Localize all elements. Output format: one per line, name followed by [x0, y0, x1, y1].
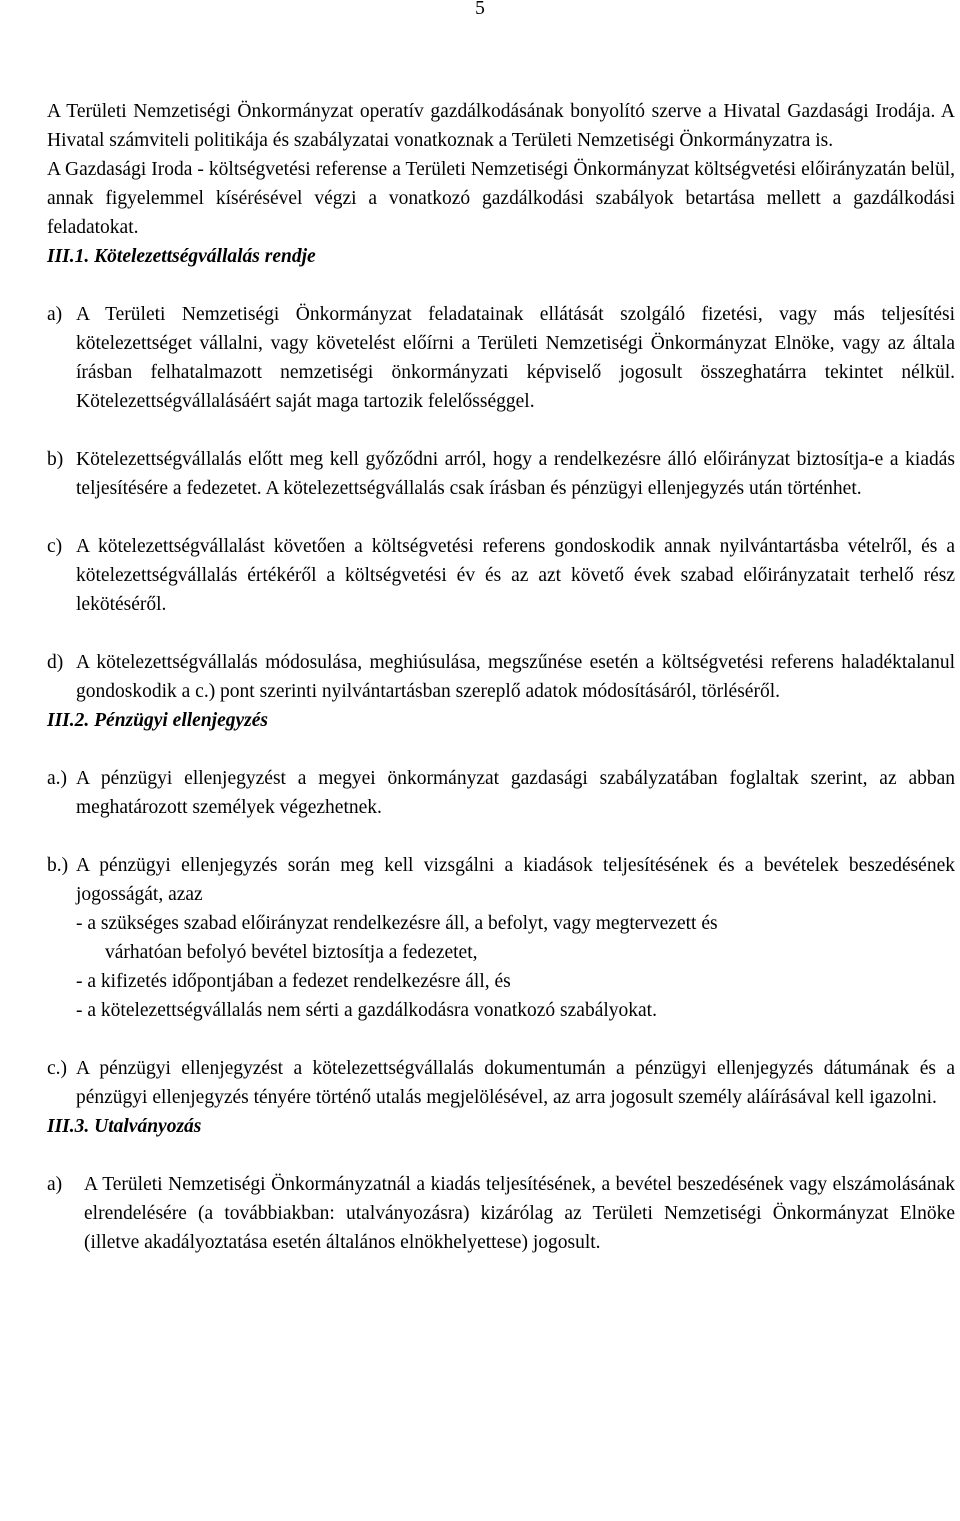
- list-label: a.): [47, 768, 68, 789]
- ellenjegyzes-item-c: [47, 1054, 955, 1112]
- list-text: A pénzügyi ellenjegyzést a kötelezettségvállalás dokumentumán a pénzügyi ellenjegyzés dátumának és a pénzügyi ellenjegyzés tényére történő utalás megjelölésével, az arra jogosult személy aláírásával kell igazolni.: [76, 1058, 955, 1108]
- list-text: Kötelezettségvállalás előtt meg kell győződni arról, hogy a rendelkezésre álló előirányzat biztosítja-e a kiadás teljesítésére a fedezetet. A kötelezettségvállalás csak írásban és pénzügyi ellenjegyzés után történhet.: [76, 449, 955, 499]
- list-text: A Területi Nemzetiségi Önkormányzatnál a kiadás teljesítésének, a bevétel beszedésének vagy elszámolásának elrendelésére (a továbbiakban: utalványozásra) kizárólag az Területi Nemzetiségi Önkormányzat Elnöke (illetve akadályoztatása esetén általános elnökhelyettese) jogosult.: [84, 1174, 955, 1253]
- list-item-b: [47, 445, 955, 503]
- ellenjegyzes-item-a: [47, 764, 955, 822]
- list-item-d: [47, 648, 955, 706]
- list-text: A pénzügyi ellenjegyzés során meg kell vizsgálni a kiadások teljesítésének és a bevételek beszedésének jogosságát, azaz: [76, 855, 955, 905]
- condition-line-1: - a szükséges szabad előirányzat rendelkezésre áll, a befolyt, vagy megtervezett és: [76, 913, 718, 934]
- page-number: 5: [475, 0, 485, 19]
- list-label: b): [47, 449, 64, 470]
- list-item-a: [47, 300, 955, 416]
- list-label: c): [47, 536, 63, 557]
- list-label: b.): [47, 855, 69, 876]
- list-text: A Területi Nemzetiségi Önkormányzat feladatainak ellátását szolgáló fizetési, vagy más teljesítési kötelezettséget vállalni, vagy követelést előírni a Területi Nemzetiségi Önkormányzat Elnöke, vagy az általa írásban felhatalmazott nemzetiségi önkormányzati képviselő jogosult összeghatárra tekintet nélkül. Kötelezettségvállalásáért saját maga tartozik felelősséggel.: [76, 304, 955, 412]
- condition-line-1-continued: várhatóan befolyó bevétel biztosítja a fedezetet,: [105, 942, 478, 963]
- list-text: A kötelezettségvállalás módosulása, meghiúsulása, megszűnése esetén a költségvetési referens haladéktalanul gondoskodik a c.) pont szerinti nyilvántartásban szereplő adatok módosításáról, törléséről.: [76, 652, 955, 702]
- section-heading-iii-1: III.1. Kötelezettségvállalás rendje: [47, 246, 316, 267]
- section-heading-iii-2: III.2. Pénzügyi ellenjegyzés: [47, 710, 268, 731]
- list-text: A kötelezettségvállalást követően a költségvetési referens gondoskodik annak nyilvántartásba vételről, és a kötelezettségvállalás értékéről a költségvetési év és az azt követő évek szabad előirányzatait terhelő rész lekötéséről.: [76, 536, 955, 615]
- document-body: [47, 97, 955, 1257]
- list-body: [76, 851, 955, 1025]
- intro-paragraph-1: A Területi Nemzetiségi Önkormányzat operatív gazdálkodásának bonyolító szerve a Hivatal Gazdasági Irodája. A Hivatal számviteli politikája és szabályzatai vonatkoznak a Területi Nemzetiségi Önkormányzatra is.: [47, 101, 955, 151]
- ellenjegyzes-item-b: [47, 851, 955, 1025]
- list-item-c: [47, 532, 955, 619]
- condition-line-2: - a kifizetés időpontjában a fedezet rendelkezésre áll, és: [76, 971, 511, 992]
- list-label: c.): [47, 1058, 68, 1079]
- list-label: a): [47, 1174, 63, 1195]
- condition-line-3: - a kötelezettségvállalás nem sérti a gazdálkodásra vonatkozó szabályokat.: [76, 1000, 657, 1021]
- section-heading-iii-3: III.3. Utalványozás: [47, 1116, 202, 1137]
- list-label: a): [47, 304, 63, 325]
- intro-paragraph-2: A Gazdasági Iroda - költségvetési referense a Területi Nemzetiségi Önkormányzat költségvetési előirányzatán belül, annak figyelemmel kísérésével végzi a vonatkozó gazdálkodási szabályok betartása mellett a gazdálkodási feladatokat.: [47, 159, 955, 238]
- list-label: d): [47, 652, 64, 673]
- utalvanyozas-item-a: [47, 1170, 955, 1257]
- list-text: A pénzügyi ellenjegyzést a megyei önkormányzat gazdasági szabályzatában foglaltak szerint, az abban meghatározott személyek végezhetnek.: [76, 768, 955, 818]
